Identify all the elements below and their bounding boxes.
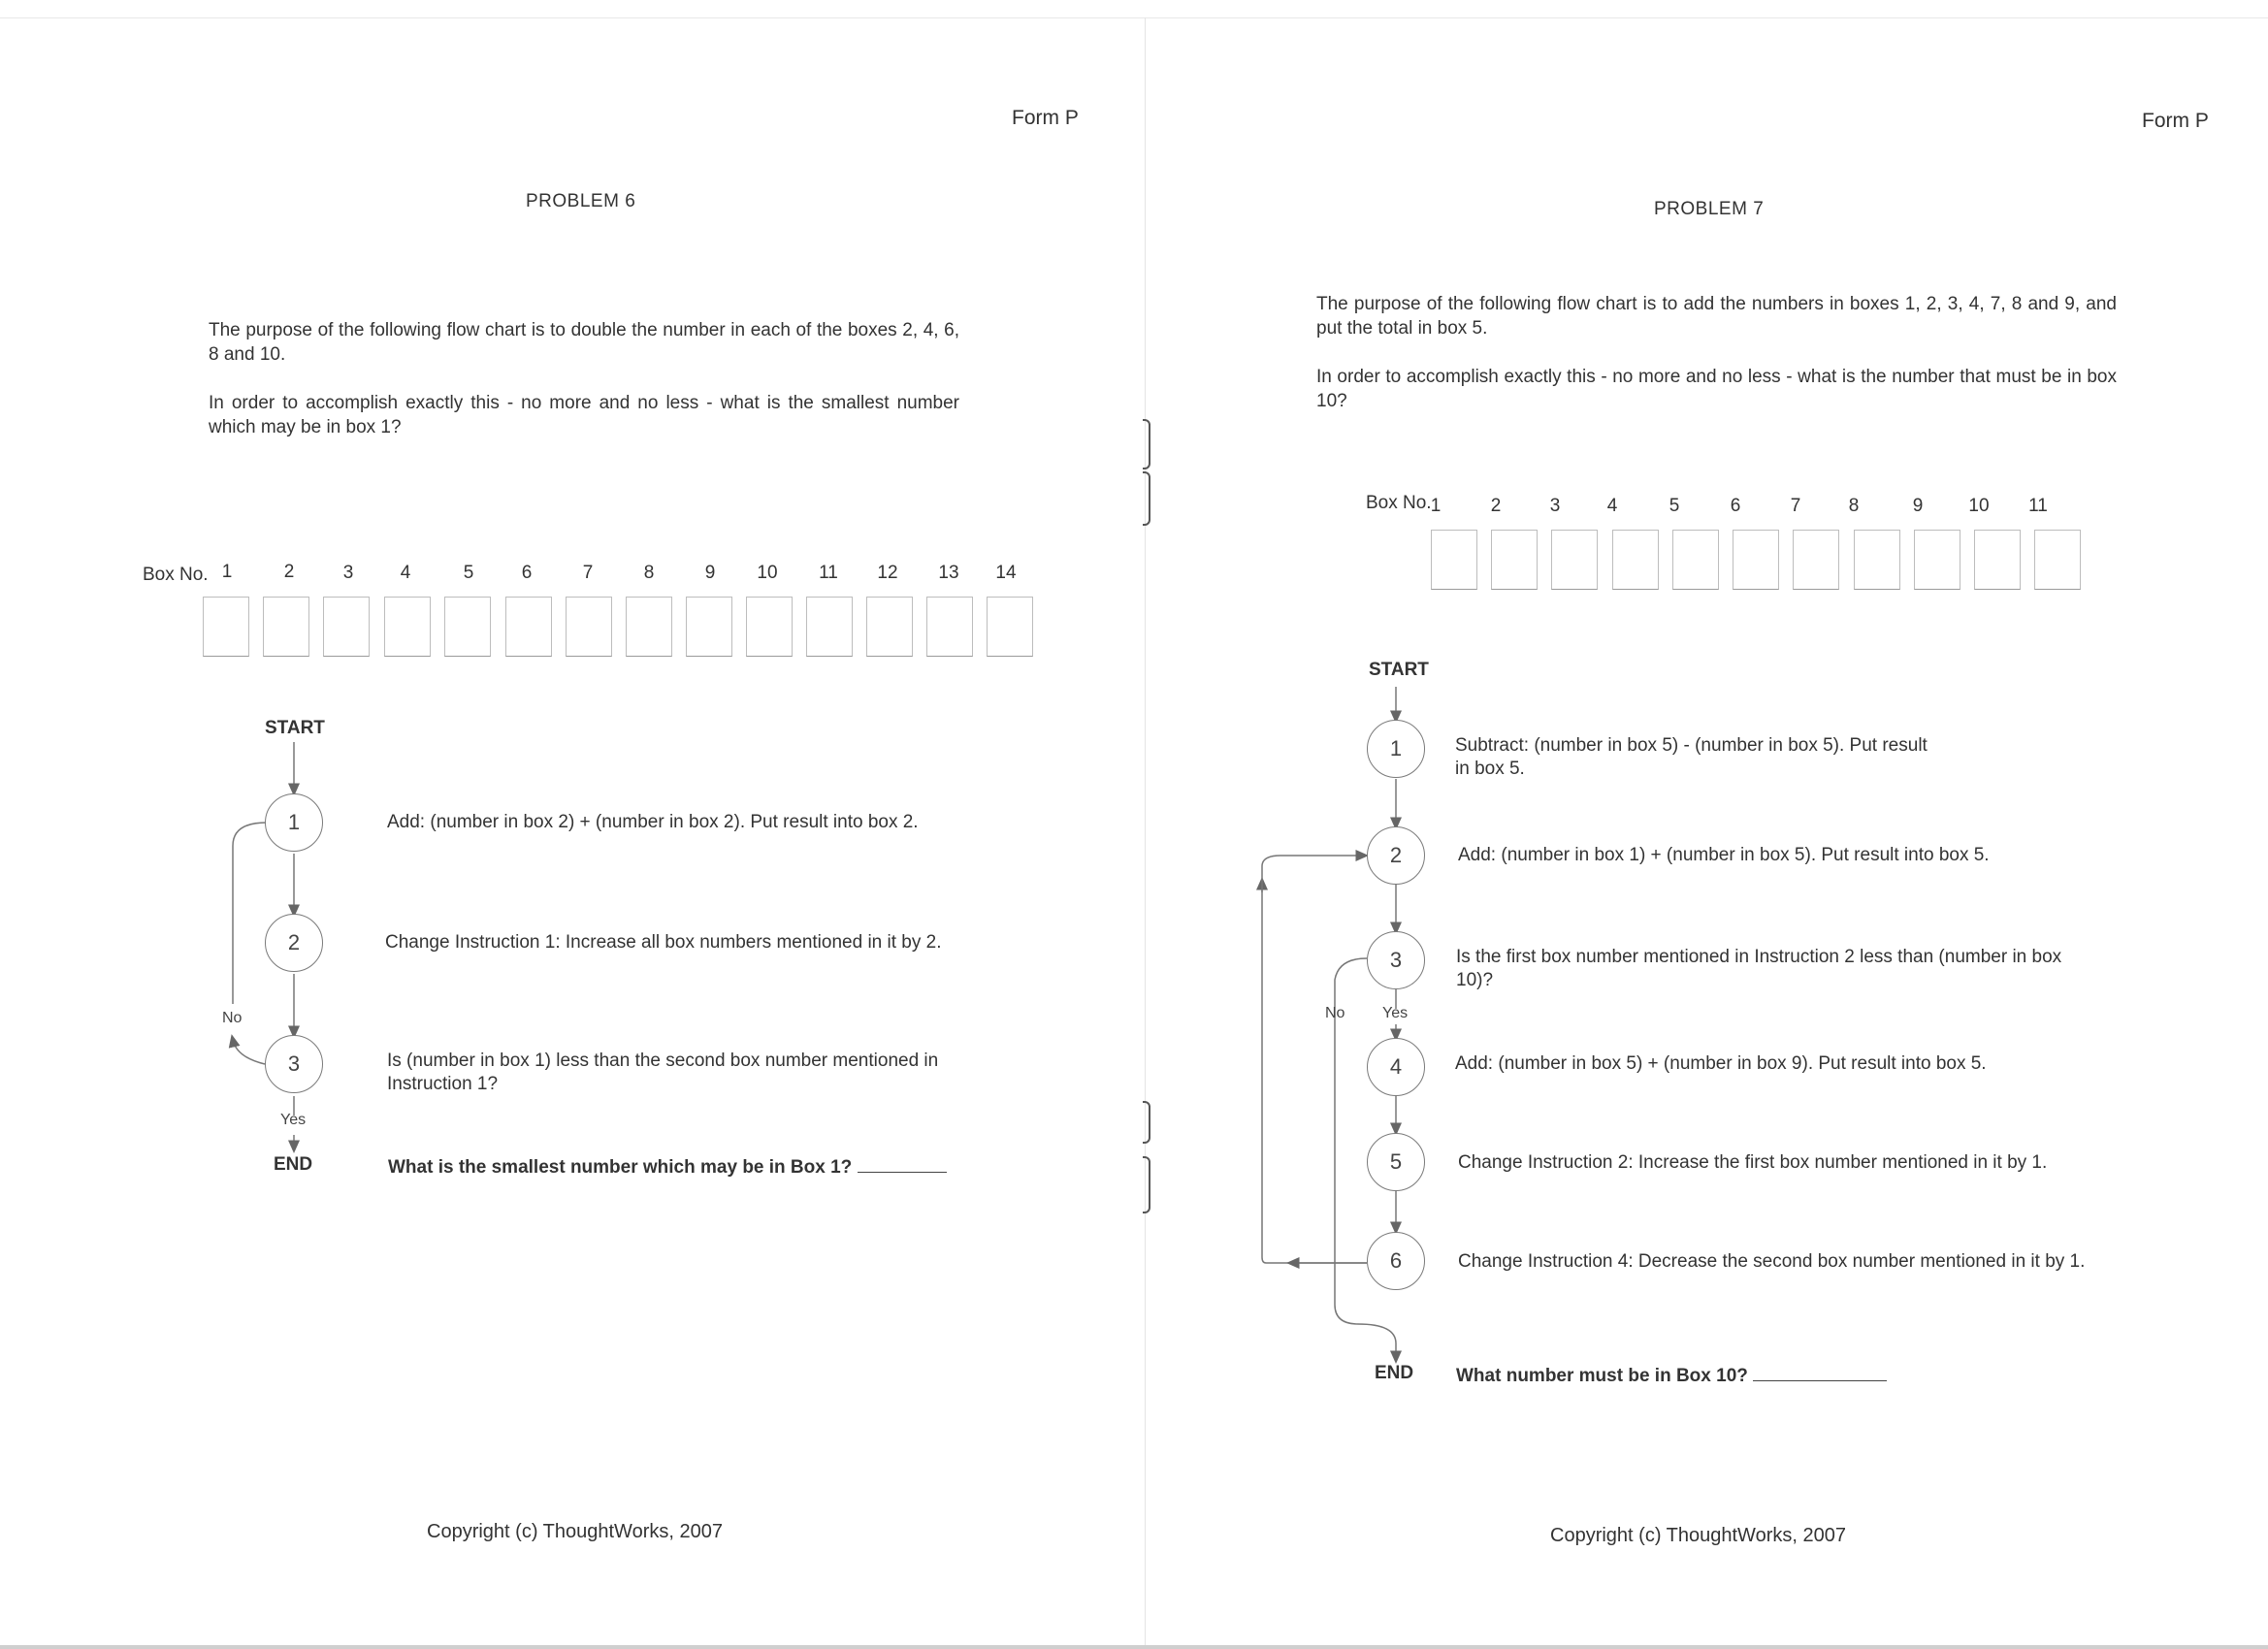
purpose-text: The purpose of the following flow chart is to double the number in each of the boxes 2, 4, 6, 8 and 10. (209, 320, 959, 365)
box-number: 4 (1606, 496, 1618, 516)
answer-blank[interactable] (858, 1154, 947, 1173)
box-number: 11 (819, 563, 838, 583)
box-number: 5 (463, 563, 474, 583)
box-number: 9 (1912, 496, 1924, 516)
box-label: Box No. (1366, 493, 1432, 513)
final-question (1456, 1363, 1887, 1388)
start-label: START (265, 718, 325, 738)
step-instruction: Add: (number in box 1) + (number in box 5). Put result into box 5. (1458, 845, 1990, 865)
step-instruction: Is (number in box 1) less than the second box number mentioned in Instruction 1? (387, 1051, 939, 1094)
copyright: Copyright (c) ThoughtWorks, 2007 (1550, 1525, 1846, 1546)
box-number: 14 (995, 563, 1017, 583)
step-circle: 1 (265, 793, 323, 852)
no-label: No (222, 1010, 243, 1026)
step-circle: 5 (1367, 1133, 1425, 1191)
start-label: START (1369, 660, 1429, 680)
box-number: 1 (221, 562, 233, 582)
yes-label: Yes (280, 1112, 307, 1128)
answer-blank[interactable] (1753, 1363, 1887, 1381)
form-label: Form P (2142, 110, 2209, 132)
step-instruction: Change Instruction 4: Decrease the second box number mentioned in it by 1. (1458, 1251, 2086, 1272)
box-number: 2 (1490, 496, 1502, 516)
problem-title: PROBLEM 7 (1654, 199, 1765, 219)
final-question-text: What is the smallest number which may be in Box 1? (388, 1157, 853, 1178)
step-instruction: Subtract: (number in box 5) - (number in box 5). Put result in box 5. (1455, 735, 1928, 779)
box-number: 13 (938, 563, 959, 583)
step-circle: 3 (265, 1035, 323, 1093)
flowchart-arrows (1145, 0, 2268, 1649)
step-circle: 2 (265, 914, 323, 972)
box-number: 2 (283, 562, 295, 582)
box-number: 10 (757, 563, 778, 583)
yes-label: Yes (1382, 1005, 1409, 1021)
form-label: Form P (1012, 107, 1079, 129)
step-circle: 3 (1367, 931, 1425, 989)
box-number: 1 (1430, 496, 1442, 516)
box-number: 3 (342, 563, 354, 583)
purpose-text: The purpose of the following flow chart is to add the numbers in boxes 1, 2, 3, 4, 7, 8 and 9, and put the total in box 5. (1316, 294, 2117, 339)
step-circle: 2 (1367, 826, 1425, 885)
box-number: 6 (1730, 496, 1741, 516)
box-number: 7 (582, 563, 594, 583)
box-number: 12 (877, 563, 898, 583)
box-number: 9 (704, 563, 716, 583)
final-question-text: What number must be in Box 10? (1456, 1366, 1748, 1386)
question-intro: In order to accomplish exactly this - no more and no less - what is the smallest number which may be in box 1? (209, 393, 959, 437)
step-instruction: Add: (number in box 5) + (number in box 9). Put result into box 5. (1455, 1053, 1987, 1074)
no-label: No (1325, 1005, 1345, 1021)
step-instruction: Is the first box number mentioned in Instruction 2 less than (number in box 10)? (1456, 947, 2062, 990)
step-circle: 6 (1367, 1232, 1425, 1290)
step-instruction: Change Instruction 2: Increase the first box number mentioned in it by 1. (1458, 1152, 2048, 1173)
end-label: END (274, 1154, 313, 1175)
box-label: Box No. (143, 565, 209, 585)
step-instruction: Change Instruction 1: Increase all box numbers mentioned in it by 2. (385, 932, 942, 953)
box-number: 8 (1848, 496, 1860, 516)
step-instruction: Add: (number in box 2) + (number in box 2). Put result into box 2. (387, 812, 919, 832)
final-question (388, 1154, 947, 1180)
end-label: END (1375, 1363, 1414, 1383)
question-intro: In order to accomplish exactly this - no more and no less - what is the number that must be in box 10? (1316, 367, 2117, 411)
box-number: 7 (1790, 496, 1801, 516)
problem-title: PROBLEM 6 (526, 191, 636, 211)
step-circle: 1 (1367, 720, 1425, 778)
box-number: 10 (1968, 496, 1990, 516)
box-number: 11 (2028, 496, 2048, 516)
box-number: 8 (643, 563, 655, 583)
box-number: 3 (1549, 496, 1561, 516)
box-number: 4 (400, 563, 411, 583)
right-page (1145, 0, 2268, 1649)
step-circle: 4 (1367, 1038, 1425, 1096)
copyright: Copyright (c) ThoughtWorks, 2007 (427, 1521, 723, 1542)
box-number: 6 (521, 563, 533, 583)
box-number: 5 (1669, 496, 1680, 516)
